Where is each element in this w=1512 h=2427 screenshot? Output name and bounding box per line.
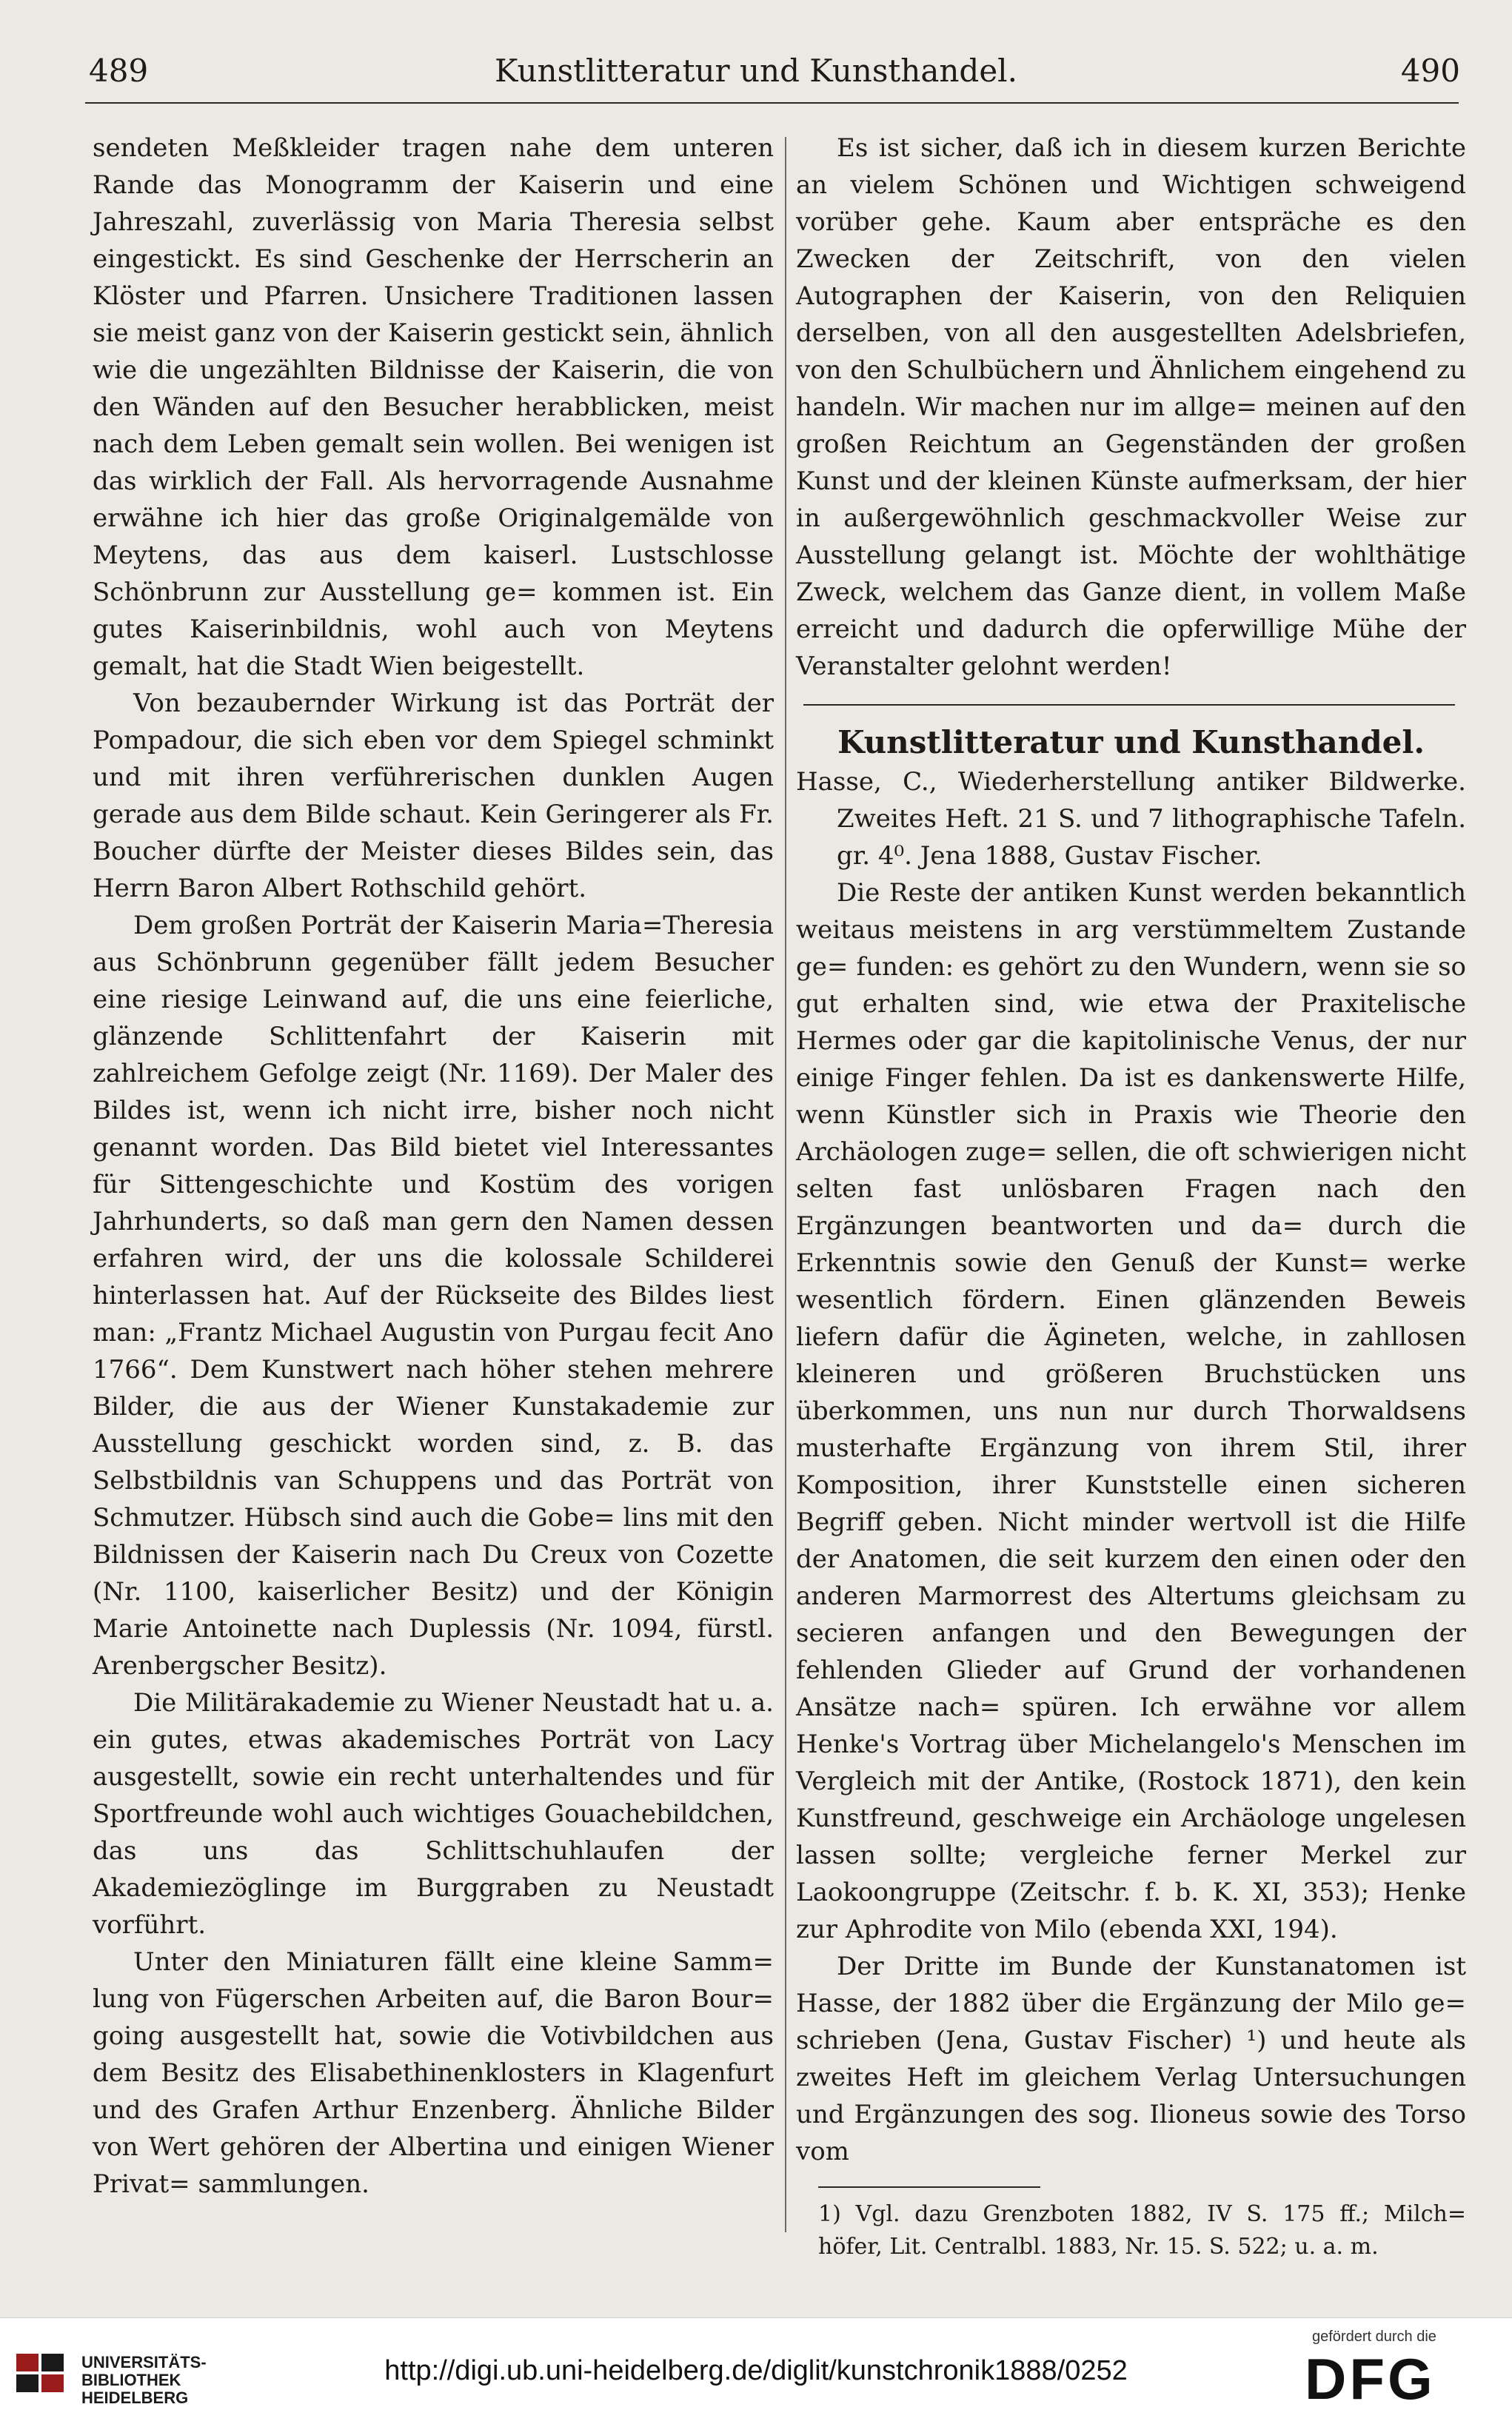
digitization-footer: [0, 2317, 1512, 2427]
page-number-left: 489: [89, 53, 149, 89]
footnote-rule: [818, 2186, 1040, 2188]
section-separator: [803, 704, 1455, 706]
footnote: 1) Vgl. dazu Grenzboten 1882, IV S. 175 ff.; Milch= höfer, Lit. Centralbl. 1883, Nr. 15. S. 522; u. a. m.: [818, 2201, 1466, 2260]
page-number-right: 490: [1400, 53, 1460, 89]
funding-notice: [1305, 2329, 1482, 2412]
funding-label: gefördert durch die: [1312, 2329, 1436, 2345]
paragraph: Der Dritte im Bunde der Kunstanatomen ist Hasse, der 1882 über die Ergänzung der Milo ge= schrieben (Jena, Gustav Fischer) ¹) und heute als zweites Heft im gleichem Verlag Untersuchungen und Ergänzungen des sog. Ilioneus sowie des Torso vom: [796, 1952, 1466, 2166]
dfg-logo: DFG: [1305, 2346, 1436, 2411]
left-column: [93, 130, 774, 2203]
paragraph: Von bezaubernder Wirkung ist das Porträt der Pompadour, die sich eben vor dem Spiegel schminkt und mit ihren verführerischen dunklen Augen gerade aus dem Bilde schaut. Kein Geringerer als Fr. Boucher dürfte der Meister dieses Bildes sein, das Herrn Baron Albert Rothschild gehört.: [93, 689, 774, 903]
paragraph: Die Reste der antiken Kunst werden bekanntlich weitaus meistens in arg verstümmeltem Zustande ge= funden: es gehört zu den Wundern, wenn sie so gut erhalten sind, wie etwa der Praxitelische Hermes oder gar die kapitolinische Venus, der nur einige Finger fehlen. Da ist es dankenswerte Hilfe, wenn Künstler sich in Praxis wie Theorie den Archäologen zuge= sellen, die oft schwierigen nicht selten fast unlösbaren Fragen nach den Ergänzungen beantworten und da= durch die Erkenntnis sowie den Genuß der Kunst= werke wesentlich fördern. Einen glänzenden Beweis liefern dafür die Ägineten, welche, in zahllosen kleineren und größeren Bruchstücken uns überkommen, uns nun nur durch Thorwaldsens musterhafte Ergänzung von ihrem Stil, ihrer Komposition, ihrer Kunststelle einen sicheren Begriff geben. Nicht minder wertvoll ist die Hilfe der Anatomen, die seit kurzem den einen oder den anderen Marmorrest des Altertums gleichsam zu secieren anfangen und den Bewegungen der fehlenden Glieder auf Grund der vorhandenen Ansätze nach= spüren. Ich erwähne vor allem Henke's Vortrag über Michelangelo's Menschen im Vergleich mit der Antike, (Rostock 1871), den kein Kunstfreund, geschweige ein Archäologe ungelesen lassen sollte; vergleiche ferner Merkel zur Laokoongruppe (Zeitschr. f. b. K. XI, 353); Henke zur Aphrodite von Milo (ebenda XXI, 194).: [796, 878, 1466, 1944]
book-citation: Hasse, C., Wiederherstellung antiker Bildwerke. Zweites Heft. 21 S. und 7 lithographische Tafeln. gr. 4⁰. Jena 1888, Gustav Fischer.: [796, 767, 1466, 871]
running-title: Kunstlitteratur und Kunsthandel.: [495, 53, 1017, 89]
header-rule: [85, 102, 1459, 104]
paragraph: Dem großen Porträt der Kaiserin Maria=Theresia aus Schönbrunn gegenüber fällt jedem Besucher eine riesige Leinwand auf, die uns eine feierliche, glänzende Schlittenfahrt der Kaiserin mit zahlreichem Gefolge zeigt (Nr. 1169). Der Maler des Bildes ist, wenn ich nicht irre, bisher noch nicht genannt worden. Das Bild bietet viel Interessantes für Sittengeschichte und Kostüm des vorigen Jahrhunderts, so daß man gern den Namen dessen erfahren wird, der uns die kolossale Schilderei hinterlassen hat. Auf der Rückseite des Bildes liest man: „Frantz Michael Augustin von Purgau fecit Ano 1766“. Dem Kunstwert nach höher stehen mehrere Bilder, die aus der Wiener Kunstakademie zur Ausstellung geschickt worden sind, z. B. das Selbstbildnis van Schuppens und das Porträt von Schmutzer. Hübsch sind auch die Gobe= lins mit den Bildnissen der Kaiserin nach Du Creux von Cozette (Nr. 1100, kaiserlicher Besitz) und der Königin Marie Antoinette nach Duplessis (Nr. 1094, fürstl. Arenbergscher Besitz).: [93, 911, 774, 1681]
column-divider: [785, 137, 786, 2232]
paragraph: Unter den Miniaturen fällt eine kleine Samm= lung von Fügerschen Arbeiten auf, die Baron Bour= going ausgestellt hat, sowie die Votivbildchen aus dem Besitz des Elisabethinenklosters in Klagenfurt und des Grafen Arthur Enzenberg. Ähnliche Bilder von Wert gehören der Albertina und einigen Wiener Privat= sammlungen.: [93, 1947, 774, 2199]
section-heading: Kunstlitteratur und Kunsthandel.: [837, 724, 1425, 760]
right-column: [796, 130, 1466, 2263]
paragraph: Es ist sicher, daß ich in diesem kurzen Berichte an vielem Schönen und Wichtigen schweigend vorüber gehe. Kaum aber entspräche es den Zwecken der Zeitschrift, von den vielen Autographen der Kaiserin, von den Reliquien derselben, von all den ausgestellten Adelsbriefen, von den Schulbüchern und Ähnlichem eingehend zu handeln. Wir machen nur im allge= meinen auf den großen Reichtum an Gegenständen der großen Kunst und der kleinen Künste aufmerksam, der hier in außergewöhnlich geschmackvoller Weise zur Ausstellung gelangt ist. Möchte der wohlthätige Zweck, welchem das Ganze dient, in vollem Maße erreicht und dadurch die opferwillige Mühe der Veranstalter gelohnt werden!: [796, 133, 1466, 681]
paragraph: Die Militärakademie zu Wiener Neustadt hat u. a. ein gutes, etwas akademisches Porträt von Lacy ausgestellt, sowie ein recht unterhaltendes und für Sportfreunde wohl auch wichtiges Gouachebildchen, das uns das Schlittschuhlaufen der Akademiezöglinge im Burggraben zu Neustadt vorführt.: [93, 1688, 774, 1940]
library-name: UNIVERSITÄTS- BIBLIOTHEK HEIDELBERG: [81, 2353, 207, 2407]
source-url-link[interactable]: http://digi.ub.uni-heidelberg.de/diglit/kunstchronik1888/0252: [384, 2355, 1128, 2386]
paragraph: sendeten Meßkleider tragen nahe dem unteren Rande das Monogramm der Kaiserin und eine Jahreszahl, zuverlässig von Maria Theresia selbst eingestickt. Es sind Geschenke der Herrscherin an Klöster und Pfarren. Unsichere Traditionen lassen sie meist ganz von der Kaiserin gestickt sein, ähnlich wie die ungezählten Bildnisse der Kaiserin, die von den Wänden auf den Besucher herabblicken, meist nach dem Leben gemalt sein wollen. Bei wenigen ist das wirklich der Fall. Als hervorragende Ausnahme erwähne ich hier das große Originalgemälde von Meytens, das aus dem kaiserl. Lustschlosse Schönbrunn zur Ausstellung ge= kommen ist. Ein gutes Kaiserinbildnis, wohl auch von Meytens gemalt, hat die Stadt Wien beigestellt.: [93, 133, 774, 681]
